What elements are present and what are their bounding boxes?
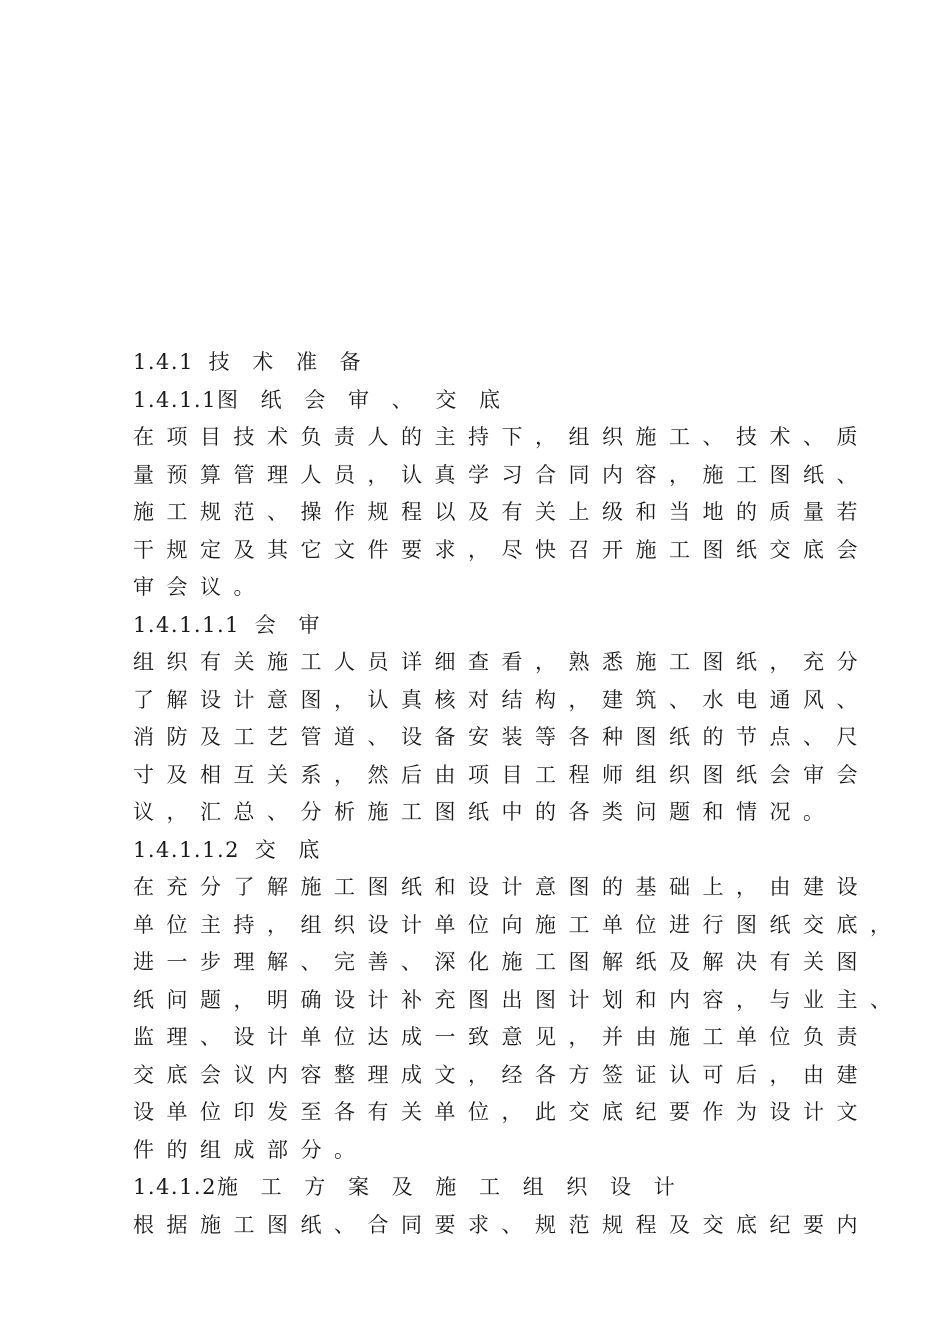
text-line: 单位主持，组织设计单位向施工单位进行图纸交底， [133, 912, 904, 937]
document-page [133, 344, 904, 1244]
text-line: 消防及工艺管道、设备安装等各种图纸的节点、尺 [133, 725, 870, 749]
text-line: 监理、设计单位达成一致意见，并由施工单位负责 [133, 1025, 870, 1049]
text-line: 在充分了解施工图纸和设计意图的基础上，由建设 [133, 875, 870, 899]
text-line: 干规定及其它文件要求，尽快召开施工图纸交底会 [133, 537, 870, 562]
paragraph-review-intro [133, 419, 878, 607]
text-line: 进一步理解、完善、深化施工图解纸及解决有关图 [133, 950, 870, 974]
heading-number: 1.4.1.1 [133, 387, 217, 412]
heading-title: 会 审 [240, 612, 328, 637]
text-line: 审会议。 [133, 575, 267, 599]
paragraph-disclosure [133, 869, 904, 1169]
text-line: 纸问题，明确设计补充图出图计划和内容，与业主、 [133, 987, 904, 1012]
heading-number: 1.4.1.2 [133, 1175, 217, 1199]
text-line: 设单位印发至各有关单位，此交底纪要作为设计文 [133, 1100, 870, 1124]
text-line: 寸及相互关系，然后由项目工程师组织图纸会审会 [133, 762, 870, 787]
text-line: 在项目技术负责人的主持下，组织施工、技术、质 [133, 425, 870, 449]
text-line: 根据施工图纸、合同要求、规范规程及交底纪要内 [133, 1212, 870, 1237]
text-line: 组织有关施工人员详细查看，熟悉施工图纸，充分 [133, 650, 870, 674]
heading-1-4-1-1-2 [133, 832, 878, 870]
text-line: 了解设计意图，认真核对结构，建筑、水电通风、 [133, 687, 870, 712]
heading-number: 1.4.1.1.2 [133, 837, 241, 862]
heading-1-4-1-1-1 [133, 607, 878, 645]
heading-number: 1.4.1 [133, 350, 194, 374]
heading-1-4-1-1 [133, 382, 878, 420]
text-line: 量预算管理人员，认真学习合同内容，施工图纸、 [133, 462, 870, 487]
heading-title: 交 底 [240, 837, 328, 862]
heading-1-4-1-2 [133, 1169, 878, 1207]
heading-title: 图 纸 会 审 、 交 底 [216, 387, 509, 412]
text-line: 交底会议内容整理成文，经各方签证认可后，由建 [133, 1062, 870, 1087]
paragraph-review [133, 644, 878, 832]
heading-title: 施 工 方 案 及 施 工 组 织 设 计 [216, 1175, 683, 1199]
text-line: 件的组成部分。 [133, 1137, 368, 1162]
text-line: 议，汇总、分析施工图纸中的各类问题和情况。 [133, 800, 837, 824]
paragraph-plan [133, 1207, 878, 1245]
heading-1-4-1 [133, 344, 878, 382]
text-line: 施工规范、操作规程以及有关上级和当地的质量若 [133, 500, 870, 524]
heading-number: 1.4.1.1.1 [133, 612, 241, 637]
heading-title: 技 术 准 备 [193, 350, 369, 374]
